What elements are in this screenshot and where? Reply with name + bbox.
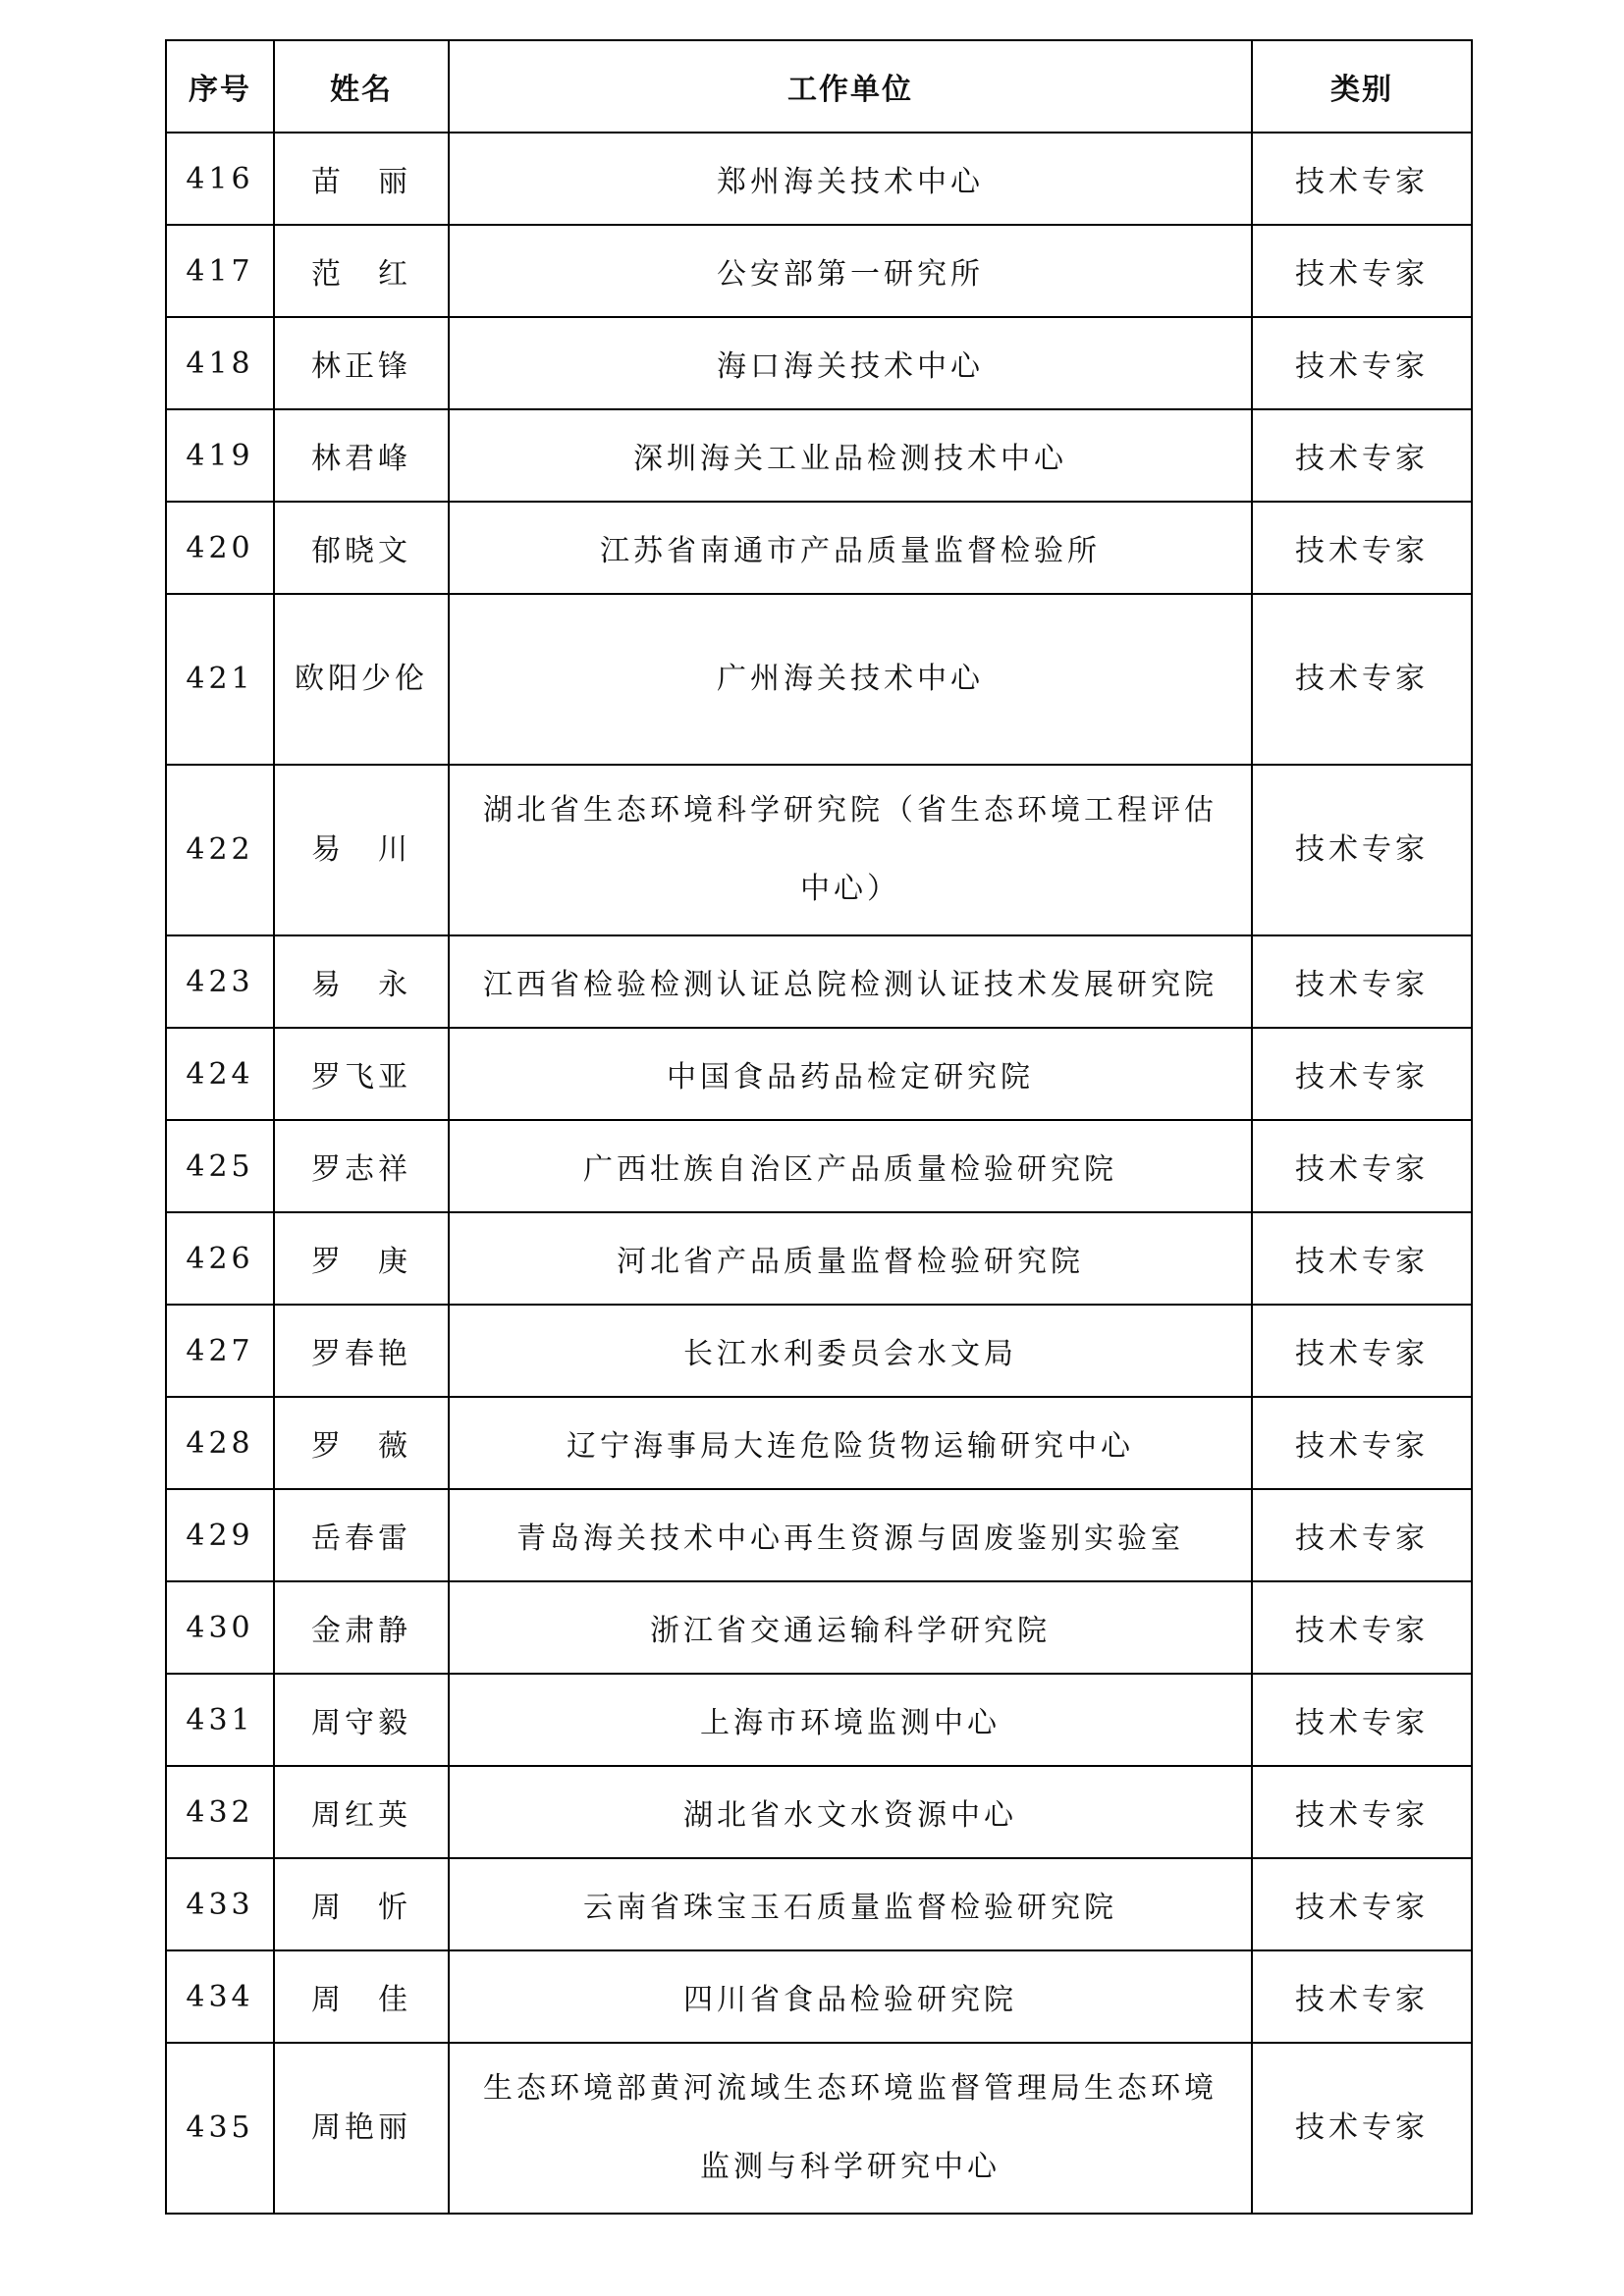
cell-no: 434 [166,1950,274,2043]
cell-no: 424 [166,1028,274,1120]
cell-no: 431 [166,1674,274,1766]
cell-org: 四川省食品检验研究院 [449,1950,1252,2043]
cell-category: 技术专家 [1252,1397,1472,1489]
cell-org: 湖北省生态环境科学研究院（省生态环境工程评估中心） [449,765,1252,935]
cell-name: 周红英 [274,1766,449,1858]
cell-name: 林君峰 [274,409,449,502]
cell-no: 430 [166,1581,274,1674]
cell-org: 海口海关技术中心 [449,317,1252,409]
table-row [166,225,1472,317]
cell-org: 生态环境部黄河流域生态环境监督管理局生态环境监测与科学研究中心 [449,2043,1252,2214]
table-row [166,1028,1472,1120]
table-row [166,1581,1472,1674]
cell-no: 416 [166,133,274,225]
cell-category: 技术专家 [1252,1674,1472,1766]
cell-category: 技术专家 [1252,1028,1472,1120]
cell-no: 421 [166,594,274,765]
cell-org: 江苏省南通市产品质量监督检验所 [449,502,1252,594]
cell-name: 范 红 [274,225,449,317]
expert-roster-table [165,39,1473,2215]
table-row [166,935,1472,1028]
header-org: 工作单位 [449,40,1252,133]
cell-no: 435 [166,2043,274,2214]
cell-category: 技术专家 [1252,1858,1472,1950]
cell-category: 技术专家 [1252,765,1472,935]
cell-org: 长江水利委员会水文局 [449,1305,1252,1397]
cell-category: 技术专家 [1252,1766,1472,1858]
cell-category: 技术专家 [1252,409,1472,502]
cell-name: 苗 丽 [274,133,449,225]
cell-category: 技术专家 [1252,1212,1472,1305]
cell-name: 罗 庚 [274,1212,449,1305]
table-row [166,765,1472,935]
cell-org: 江西省检验检测认证总院检测认证技术发展研究院 [449,935,1252,1028]
cell-name: 罗志祥 [274,1120,449,1212]
cell-name: 岳春雷 [274,1489,449,1581]
header-name: 姓名 [274,40,449,133]
cell-name: 罗春艳 [274,1305,449,1397]
table-row [166,1858,1472,1950]
cell-name: 易 永 [274,935,449,1028]
cell-category: 技术专家 [1252,1489,1472,1581]
cell-name: 周守毅 [274,1674,449,1766]
cell-category: 技术专家 [1252,1581,1472,1674]
cell-category: 技术专家 [1252,1305,1472,1397]
cell-org: 中国食品药品检定研究院 [449,1028,1252,1120]
cell-name: 易 川 [274,765,449,935]
cell-no: 429 [166,1489,274,1581]
cell-org: 辽宁海事局大连危险货物运输研究中心 [449,1397,1252,1489]
cell-org: 云南省珠宝玉石质量监督检验研究院 [449,1858,1252,1950]
cell-name: 周 忻 [274,1858,449,1950]
cell-category: 技术专家 [1252,317,1472,409]
cell-name: 周 佳 [274,1950,449,2043]
cell-category: 技术专家 [1252,2043,1472,2214]
table-row [166,594,1472,765]
cell-no: 427 [166,1305,274,1397]
table-row [166,1950,1472,2043]
cell-org: 广州海关技术中心 [449,594,1252,765]
cell-org: 湖北省水文水资源中心 [449,1766,1252,1858]
cell-category: 技术专家 [1252,1120,1472,1212]
cell-no: 432 [166,1766,274,1858]
cell-no: 423 [166,935,274,1028]
cell-category: 技术专家 [1252,935,1472,1028]
cell-category: 技术专家 [1252,594,1472,765]
cell-name: 欧阳少伦 [274,594,449,765]
header-category: 类别 [1252,40,1472,133]
table-row [166,1305,1472,1397]
cell-no: 425 [166,1120,274,1212]
cell-no: 420 [166,502,274,594]
cell-no: 419 [166,409,274,502]
cell-category: 技术专家 [1252,1950,1472,2043]
cell-org: 青岛海关技术中心再生资源与固废鉴别实验室 [449,1489,1252,1581]
table-row [166,2043,1472,2214]
table-row [166,133,1472,225]
cell-org: 深圳海关工业品检测技术中心 [449,409,1252,502]
cell-no: 417 [166,225,274,317]
cell-name: 罗 薇 [274,1397,449,1489]
cell-org: 郑州海关技术中心 [449,133,1252,225]
cell-org: 公安部第一研究所 [449,225,1252,317]
cell-category: 技术专家 [1252,502,1472,594]
table-row [166,317,1472,409]
table-row [166,409,1472,502]
table-row [166,1397,1472,1489]
cell-name: 金肃静 [274,1581,449,1674]
table-row [166,502,1472,594]
header-no: 序号 [166,40,274,133]
cell-category: 技术专家 [1252,225,1472,317]
cell-category: 技术专家 [1252,133,1472,225]
cell-name: 郁晓文 [274,502,449,594]
cell-no: 428 [166,1397,274,1489]
table-row [166,1120,1472,1212]
table-row [166,1766,1472,1858]
cell-org: 广西壮族自治区产品质量检验研究院 [449,1120,1252,1212]
cell-org: 浙江省交通运输科学研究院 [449,1581,1252,1674]
cell-no: 433 [166,1858,274,1950]
cell-name: 罗飞亚 [274,1028,449,1120]
cell-no: 426 [166,1212,274,1305]
cell-org: 河北省产品质量监督检验研究院 [449,1212,1252,1305]
cell-name: 林正锋 [274,317,449,409]
table-header-row [166,40,1472,133]
table-row [166,1489,1472,1581]
table-row [166,1674,1472,1766]
cell-org: 上海市环境监测中心 [449,1674,1252,1766]
cell-no: 422 [166,765,274,935]
cell-name: 周艳丽 [274,2043,449,2214]
cell-no: 418 [166,317,274,409]
table-row [166,1212,1472,1305]
